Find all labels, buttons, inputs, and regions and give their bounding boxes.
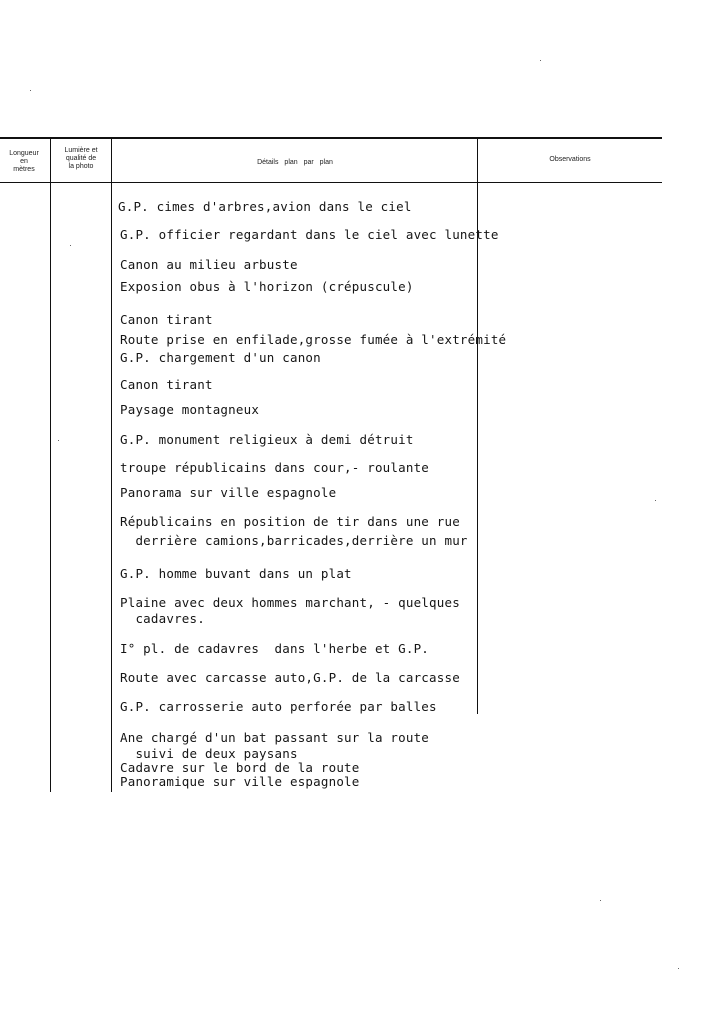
entry-line: Canon tirant xyxy=(120,377,213,392)
entry-line: G.P. chargement d'un canon xyxy=(120,350,321,365)
entry-line: cadavres. xyxy=(120,611,205,626)
entry-line: Ane chargé d'un bat passant sur la route xyxy=(120,730,430,745)
column-header-observations: Observations xyxy=(549,156,591,163)
entry-line: G.P. cimes d'arbres,avion dans le ciel xyxy=(118,199,412,214)
entry-line: Route prise en enfilade,grosse fumée à l'extrémité xyxy=(120,332,507,347)
entry-line: Panoramique sur ville espagnole xyxy=(120,774,360,789)
entry-line: Canon tirant xyxy=(120,312,213,327)
scan-speck xyxy=(600,900,601,901)
column-divider-3 xyxy=(477,139,478,714)
scan-speck xyxy=(540,60,541,61)
column-header-light-quality: Lumière et qualité de la photo xyxy=(64,147,98,170)
entry-line: Plaine avec deux hommes marchant, - quelques xyxy=(120,595,460,610)
column-header-details: Détails plan par plan xyxy=(257,159,333,166)
entry-line: I° pl. de cadavres dans l'herbe et G.P. xyxy=(120,641,430,656)
column-divider-1 xyxy=(50,139,51,792)
scan-speck xyxy=(58,440,59,441)
entry-line: G.P. officier regardant dans le ciel avec lunette xyxy=(120,227,499,242)
entry-line: Panorama sur ville espagnole xyxy=(120,485,337,500)
scan-speck xyxy=(678,968,679,969)
table-top-rule xyxy=(0,137,662,139)
header-bottom-rule xyxy=(0,182,662,183)
entry-line: G.P. carrosserie auto perforée par balles xyxy=(120,699,437,714)
entry-line: troupe républicains dans cour,- roulante xyxy=(120,460,430,475)
entry-line: G.P. homme buvant dans un plat xyxy=(120,566,352,581)
entry-line: Route avec carcasse auto,G.P. de la carcasse xyxy=(120,670,460,685)
entry-line: suivi de deux paysans xyxy=(120,746,298,761)
entry-line: Paysage montagneux xyxy=(120,402,260,417)
column-divider-2 xyxy=(111,139,112,792)
entry-line: Républicains en position de tir dans une rue xyxy=(120,514,460,529)
scan-speck xyxy=(30,90,31,91)
scan-speck xyxy=(70,245,71,246)
entry-line: derrière camions,barricades,derrière un mur xyxy=(120,533,468,548)
entry-line: Exposion obus à l'horizon (crépuscule) xyxy=(120,279,414,294)
entry-line: G.P. monument religieux à demi détruit xyxy=(120,432,414,447)
scan-speck xyxy=(655,500,656,501)
column-header-length: Longueur en mètres xyxy=(9,150,39,173)
entry-line: Cadavre sur le bord de la route xyxy=(120,760,360,775)
entry-line: Canon au milieu arbuste xyxy=(120,257,298,272)
